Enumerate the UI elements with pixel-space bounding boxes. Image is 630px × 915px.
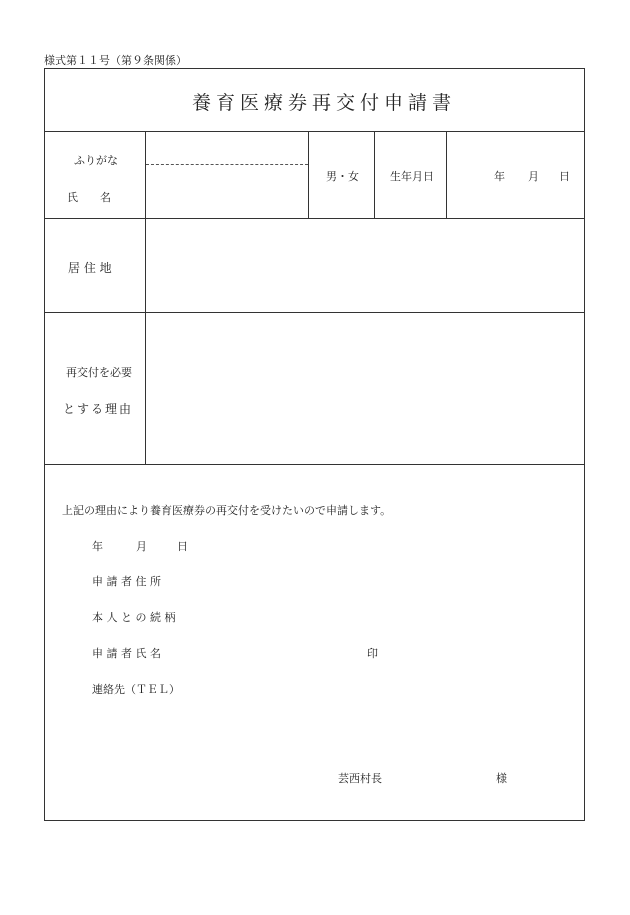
reason-label-line1: 再交付を必要 — [66, 366, 132, 379]
contact-label: 連絡先（ＴＥＬ） — [92, 683, 180, 696]
relationship-label: 本 人 と の 続 柄 — [92, 611, 176, 624]
dob-year: 年 — [494, 170, 505, 183]
date-year: 年 — [92, 540, 103, 553]
date-month: 月 — [136, 540, 147, 553]
form-title: 養育医療券再交付申請書 — [192, 92, 457, 114]
dob-month: 月 — [528, 170, 539, 183]
furigana-line — [146, 164, 308, 165]
residence-label: 居 住 地 — [68, 261, 112, 275]
dob-label: 生年月日 — [390, 170, 434, 183]
divider-label-column — [145, 131, 146, 464]
divider-name — [44, 218, 585, 219]
divider-sex-left — [308, 131, 309, 218]
dob-day: 日 — [559, 170, 570, 183]
statement-text: 上記の理由により養育医療券の再交付を受けたいので申請します。 — [62, 504, 392, 517]
reason-label-line2: とする理由 — [63, 402, 134, 416]
divider-reason — [44, 464, 585, 465]
applicant-address-label: 申 請 者 住 所 — [92, 575, 161, 588]
divider-sex-right — [374, 131, 375, 218]
seal-mark: 印 — [367, 647, 378, 660]
form-number: 様式第１１号（第９条関係） — [44, 54, 187, 67]
sex-label: 男・女 — [326, 170, 359, 183]
divider-residence — [44, 312, 585, 313]
honorific: 様 — [496, 772, 507, 785]
date-day: 日 — [177, 540, 188, 553]
divider-dob — [446, 131, 447, 218]
addressee: 芸西村長 — [338, 772, 382, 785]
divider-title — [44, 131, 585, 132]
name-label: 氏 名 — [67, 191, 111, 204]
furigana-label: ふりがな — [74, 154, 118, 167]
applicant-name-label: 申 請 者 氏 名 — [92, 647, 161, 660]
